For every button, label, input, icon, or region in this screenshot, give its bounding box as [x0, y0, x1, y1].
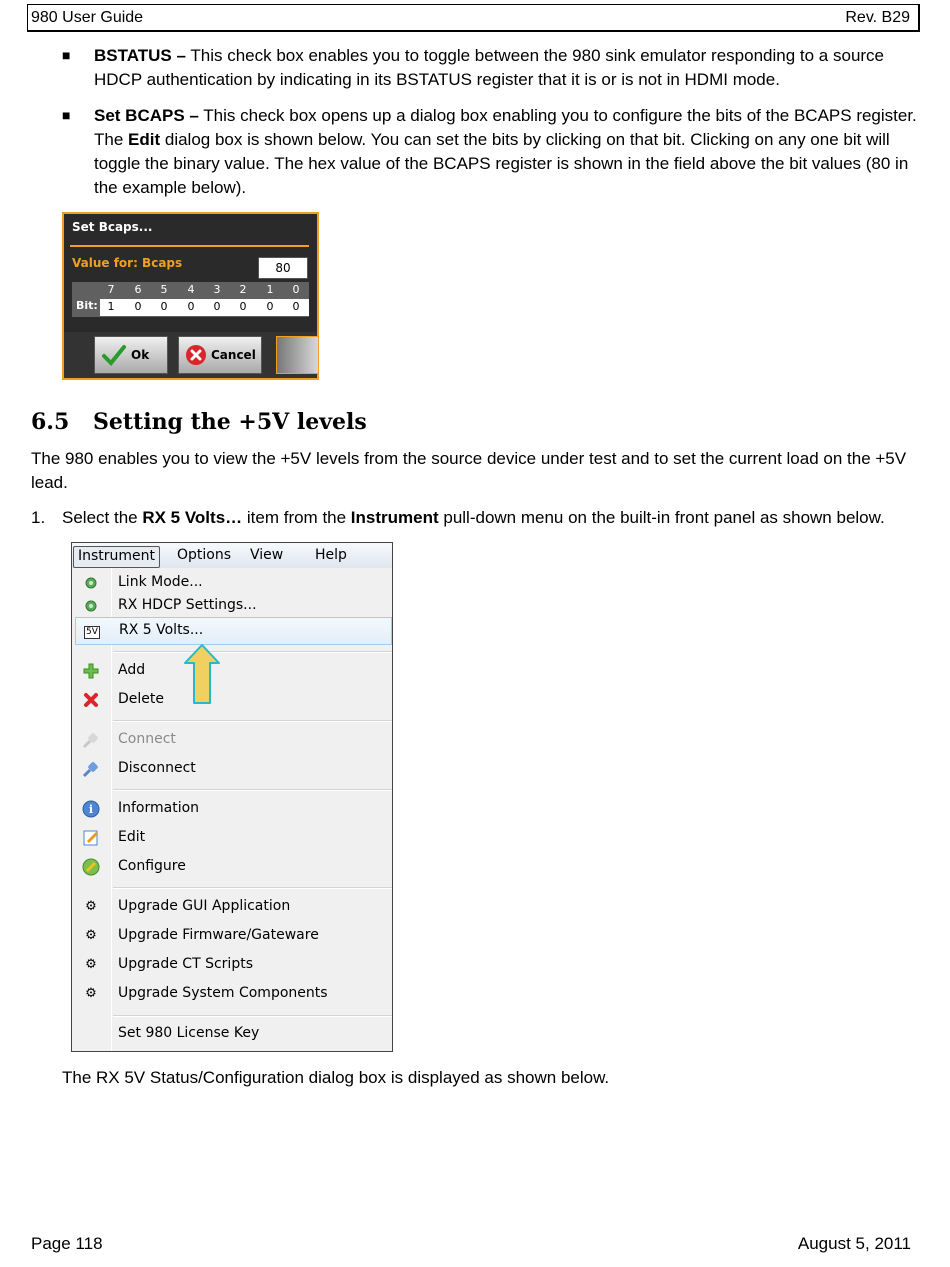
green-dot-icon [81, 597, 101, 615]
bit-number: 7 [107, 283, 115, 296]
menu-item-rx-5-volts[interactable] [75, 617, 392, 645]
cancel-icon [185, 344, 207, 366]
gears-icon: ⚙ [85, 899, 97, 914]
bullet-term: Set BCAPS – [94, 106, 199, 125]
step-text: item from the [242, 508, 351, 527]
section-number: 6.5 [31, 409, 70, 435]
bit-number: 6 [134, 283, 142, 296]
cancel-button[interactable] [178, 336, 262, 374]
footer-page: Page 118 [31, 1234, 103, 1253]
cancel-label: Cancel [211, 348, 256, 362]
bullet-set-bcaps [94, 104, 924, 200]
bullet-text: This check box enables you to toggle between the 980 sink emulator responding to a source HDCP authentication by indicating in its BSTATUS register that it is or is not in HDMI mode. [94, 46, 885, 89]
menu-item-upgrade-system[interactable] [72, 981, 392, 1007]
set-bcaps-dialog [62, 212, 319, 380]
plug-icon [81, 731, 101, 749]
menu-item-rx-hdcp-settings[interactable] [72, 593, 392, 619]
menu-help[interactable]: Help [315, 547, 347, 563]
bit-toggle[interactable]: 0 [292, 300, 300, 313]
bit-number: 0 [292, 283, 300, 296]
menu-item-label: Connect [118, 731, 176, 747]
step-text: Select the [62, 508, 143, 527]
menu-view[interactable]: View [250, 547, 284, 563]
footer-date: August 5, 2011 [797, 1234, 911, 1253]
menu-item-label: Upgrade Firmware/Gateware [118, 927, 319, 943]
plus-icon [81, 662, 101, 680]
edit-icon [81, 829, 101, 847]
menu-item-connect[interactable] [72, 727, 392, 753]
menu-separator [113, 1015, 392, 1016]
instrument-menu-screenshot [71, 542, 393, 1052]
plug-icon [81, 760, 101, 778]
bit-number: 4 [187, 283, 195, 296]
bullet-bold: Edit [128, 130, 161, 149]
svg-text:i: i [88, 803, 94, 816]
menu-item-information[interactable] [72, 796, 392, 822]
bit-toggle[interactable]: 0 [187, 300, 195, 313]
divider [70, 245, 309, 247]
bit-number: 5 [160, 283, 168, 296]
dialog-button-bar [64, 332, 317, 378]
section-title: Setting the +5V levels [93, 409, 367, 435]
after-menu-text: The RX 5V Status/Configuration dialog box is displayed as shown below. [62, 1068, 610, 1087]
menu-item-label: Upgrade System Components [118, 985, 328, 1001]
bcaps-value-field[interactable]: 80 [258, 257, 308, 279]
pointer-arrow-icon [182, 643, 222, 707]
menu-options[interactable]: Options [177, 547, 232, 563]
bit-label: Bit: [76, 299, 98, 312]
section-heading [31, 409, 367, 435]
bit-toggle[interactable]: 0 [213, 300, 221, 313]
bullet-bstatus [94, 44, 924, 92]
step-bold: RX 5 Volts… [142, 508, 243, 527]
delete-x-icon [81, 691, 101, 709]
menu-item-label: Configure [118, 858, 186, 874]
menu-item-edit[interactable] [72, 825, 392, 851]
gears-icon: ⚙ [85, 986, 97, 1001]
configure-icon [81, 858, 101, 876]
bit-toggle[interactable]: 0 [160, 300, 168, 313]
menu-item-label: Edit [118, 829, 146, 845]
menu-item-label: Information [118, 800, 200, 816]
value-label: Value for: Bcaps [72, 256, 183, 270]
menu-item-label: Upgrade CT Scripts [118, 956, 253, 972]
bit-toggle[interactable]: 0 [134, 300, 142, 313]
dialog-title: Set Bcaps... [72, 220, 153, 234]
menu-separator [113, 789, 392, 790]
bit-toggle[interactable]: 0 [239, 300, 247, 313]
bit-number: 3 [213, 283, 221, 296]
menu-item-add[interactable] [72, 658, 392, 684]
menu-item-upgrade-ct-scripts[interactable] [72, 952, 392, 978]
menu-item-license-key[interactable] [72, 1021, 392, 1047]
bullet-marker: ■ [62, 47, 71, 63]
bit-grid [72, 282, 309, 317]
header-title: 980 User Guide [31, 9, 144, 26]
menu-item-label: RX 5 Volts... [119, 622, 204, 638]
bullet-text: This check box opens up a dialog box enabling you to configure the bits of the BCAPS register. The [94, 106, 917, 149]
step-number: 1. [31, 508, 46, 527]
menu-separator [113, 651, 392, 652]
ok-button[interactable] [94, 336, 168, 374]
bullet-text: dialog box is shown below. You can set the bits by clicking on that bit. Clicking on any one bit will toggle the binary value. The hex value of the BCAPS register is shown in the field above the bit values (80 in the example below). [94, 130, 909, 197]
5v-icon-text: 5V [86, 627, 98, 637]
menu-item-upgrade-gui[interactable] [72, 894, 392, 920]
step-text: pull-down menu on the built-in front panel as shown below. [438, 508, 885, 527]
menu-separator [113, 887, 392, 888]
page-header [27, 4, 920, 32]
menu-item-label: Disconnect [118, 760, 196, 776]
check-icon [101, 344, 127, 366]
menu-item-upgrade-firmware[interactable] [72, 923, 392, 949]
menu-item-label: Upgrade GUI Application [118, 898, 291, 914]
menu-separator [113, 720, 392, 721]
step-bold: Instrument [350, 508, 439, 527]
info-icon [81, 800, 101, 818]
menu-item-label: Add [118, 662, 146, 678]
green-dot-icon [81, 574, 101, 592]
menu-item-label: Delete [118, 691, 164, 707]
menu-item-disconnect[interactable] [72, 756, 392, 782]
gears-icon: ⚙ [85, 957, 97, 972]
menu-instrument[interactable]: Instrument [73, 546, 160, 568]
menu-item-delete[interactable] [72, 687, 392, 713]
header-revision: Rev. B29 [845, 9, 910, 26]
dialog-extra-button[interactable] [276, 336, 319, 374]
5v-icon [82, 622, 102, 640]
gears-icon: ⚙ [85, 928, 97, 943]
bullet-marker: ■ [62, 107, 71, 123]
menu-item-label: RX HDCP Settings... [118, 597, 257, 613]
menu-item-configure[interactable] [72, 854, 392, 880]
menu-item-label: Link Mode... [118, 574, 203, 590]
bit-number: 1 [266, 283, 274, 296]
step-1-text [62, 506, 932, 530]
bullet-term: BSTATUS – [94, 46, 186, 65]
section-intro: The 980 enables you to view the +5V levels from the source device under test and to set the current load on the +5V lead. [31, 449, 907, 492]
bit-number: 2 [239, 283, 247, 296]
menu-item-label: Set 980 License Key [118, 1025, 260, 1041]
menu-bar [72, 543, 392, 568]
bit-toggle[interactable]: 1 [107, 300, 115, 313]
ok-label: Ok [131, 348, 150, 362]
bit-toggle[interactable]: 0 [266, 300, 274, 313]
